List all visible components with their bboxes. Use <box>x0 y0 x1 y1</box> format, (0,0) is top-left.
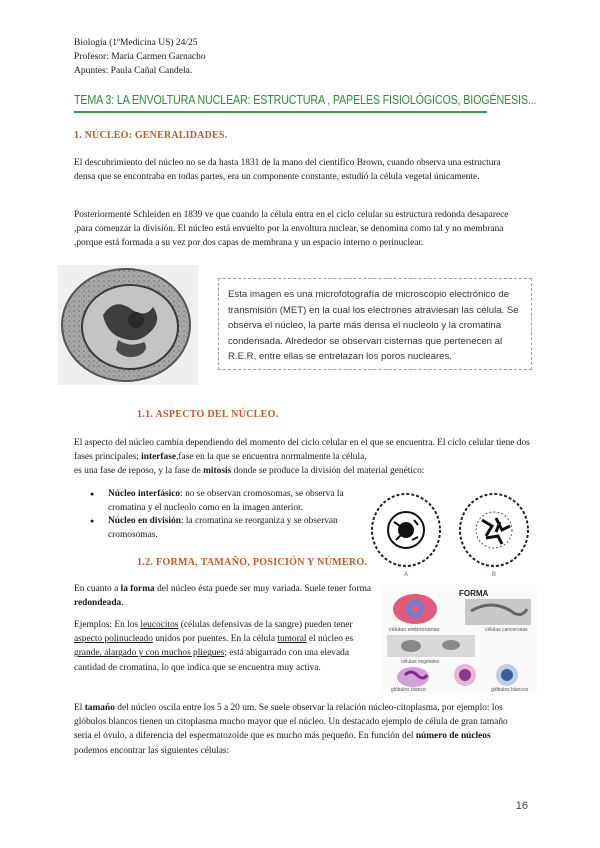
nucleus-shape-figure <box>381 585 537 693</box>
list-item: ● Núcleo interfásico: no se observan cromosomas, se observa la cromatina y el nucleolo como en la imagen anterior. <box>90 488 360 515</box>
page-number: 16 <box>515 800 528 812</box>
tem-micrograph-image <box>58 265 198 385</box>
micrograph-description-box: Esta imagen es una microfotografía de microscopio electrónico de transmisión (MET) en la cual los electrones atraviesan las célula. Se observa el núcleo, la parte más densa el nucleolo y la cromatina condensada. Alrededor se observan cisternas que pertenecen al R.E.R, entre ellas se entrelazan los poros nucleares. <box>218 278 532 370</box>
section-1-paragraph-1: El descubrimiento del núcleo no se da hasta 1831 de la mano del científico Brown, cuando observa una estructura densa que se encontraba en todas partes, era un componente constante, estudió la célula vegetal únicamente. <box>74 158 501 183</box>
section-1-2-paragraph-1: En cuanto a la forma del núcleo ésta puede ser muy variada. Suele tener forma redondeada. <box>74 584 372 609</box>
section-1-2-heading: 1.2. FORMA, TAMAÑO, POSICIÓN Y NÚMERO. <box>137 557 368 568</box>
caption-embryonic: células embrionarias <box>389 627 440 633</box>
section-1-paragraph-2: Posteriormente Schleiden en 1839 ve que cuando la célula entra en el ciclo celular su estructura redonda desaparece ,para comenzar la división. El núcleo está envuelto por la envoltura nuclear, se denomina como tal y no membrana ,porque está formada a su vez por dos capas de membrana y un espacio interno o perinuclear. <box>74 210 509 249</box>
document-title: TEMA 3: LA ENVOLTURA NUCLEAR: ESTRUCTURA , PAPELES FISIOLÓGICOS, BIOGÉNESIS... <box>74 93 537 107</box>
section-1-heading: 1. NÚCLEO: GENERALIDADES. <box>74 130 228 141</box>
section-1-1-heading: 1.1. ASPECTO DEL NÚCLEO. <box>137 409 279 420</box>
caption-white-blood-2: glóbulos blancos <box>491 687 529 693</box>
nucleus-drawings-figure <box>368 490 536 578</box>
title-underline <box>74 111 487 113</box>
figure-label-a: A <box>403 572 409 578</box>
notes-author-line: Apuntes: Paula Cañal Candela. <box>74 66 193 76</box>
figure-title: FORMA <box>459 589 489 598</box>
nucleus-types-list <box>90 488 360 542</box>
section-1-2-paragraph-3: El tamaño del núcleo oscila entre los 5 a 20 um. Se suele observar la relación núcleo-citoplasma, por ejemplo: los glóbulos blancos tienen un citoplasma mucho mayor que el núcleo. Un destacado ejemplo de célula de gran tamaño sería el óvulo, a diferencia del espermatozoide que es mucho más pequeño. En función del número de núcleos podemos encontrar las siguientes células: <box>74 703 508 756</box>
section-1-1-paragraph: El aspecto del núcleo cambia dependiendo del momento del ciclo celular en el que se encuentra. El ciclo celular tiene dos fases principales; interfase,fase en la que se encuentra normalmente la célula, es una fase de reposo, y la fase de mitosis donde se produce la división del material genético: <box>74 438 530 477</box>
course-line: Biología (1ºMedicina US) 24/25 <box>74 38 198 48</box>
list-item: ● Núcleo en división: la cromatina se reorganiza y se observan cromosomas. <box>90 515 360 542</box>
caption-cancer: células cancerosas <box>485 627 528 633</box>
professor-line: Profesor: María Carmen Garnacho <box>74 52 206 62</box>
section-1-2-paragraph-2: Ejemplos: En los leucocitos (células defensivas de la sangre) pueden tener aspecto polinucleado unidos por puentes. En la célula tumoral el núcleo es grande, alargado y con muchos pliegues; está abigarrado con una elevada cantidad de cromatina, lo que indica que se encuentra muy activa. <box>74 620 354 673</box>
figure-label-b: B <box>491 572 497 578</box>
caption-white-blood-1: glóbulos blanco <box>391 687 426 693</box>
caption-plant: células vegetales <box>401 659 440 665</box>
